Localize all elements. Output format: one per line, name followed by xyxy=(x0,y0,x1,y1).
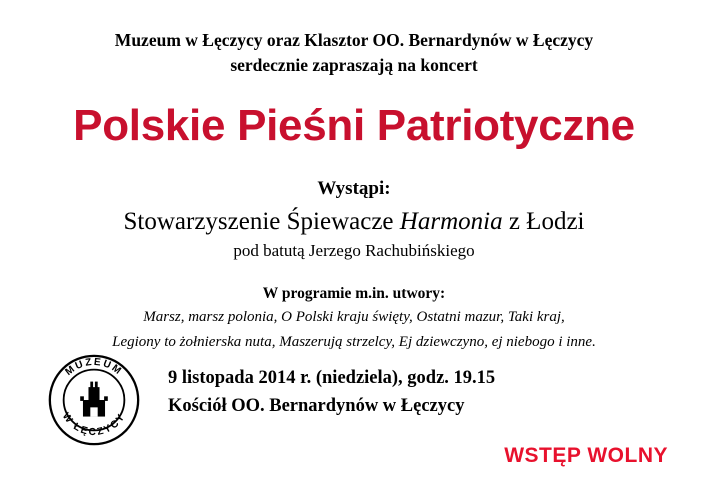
header-line-2: serdecznie zapraszają na koncert xyxy=(230,55,478,75)
event-details xyxy=(168,364,495,420)
program-line-1: Marsz, marsz polonia, O Polski kraju święty, Ostatni mazur, Taki kraj, xyxy=(143,309,565,325)
museum-seal-icon xyxy=(48,354,140,446)
svg-text:MUZEUM xyxy=(64,357,125,378)
bottom-block xyxy=(0,348,708,500)
seal-top-text: MUZEUM xyxy=(63,356,125,378)
conductor-line: pod batutą Jerzego Rachubińskiego xyxy=(233,241,475,260)
seal-bottom-text: W ŁĘCZYCY xyxy=(59,410,129,439)
page-title: Polskie Pieśni Patriotyczne xyxy=(73,101,635,150)
performer-label: Wystąpi: xyxy=(317,178,391,199)
castle-glyph xyxy=(80,382,108,417)
ensemble-name-italic: Harmonia xyxy=(399,208,503,235)
museum-seal-logo xyxy=(48,354,140,446)
ensemble-name xyxy=(0,207,708,237)
header-block xyxy=(0,0,708,78)
header-line-1: Muzeum w Łęczycy oraz Klasztor OO. Bernardynów w Łęczycy xyxy=(114,30,594,50)
event-place-line: Kościół OO. Bernardynów w Łęczycy xyxy=(168,396,465,416)
ensemble-name-prefix: Stowarzyszenie Śpiewacze xyxy=(123,208,400,235)
program-line-2: Legiony to żołnierska nuta, Maszerują strzelcy, Ej dziewczyno, ej niebogo i inne. xyxy=(112,334,596,350)
program-label: W programie m.in. utwory: xyxy=(262,285,446,302)
free-entry-badge: WSTĘP WOLNY xyxy=(504,444,668,467)
event-date-line: 9 listopada 2014 r. (niedziela), godz. 19.15 xyxy=(168,368,496,388)
ensemble-name-suffix: z Łodzi xyxy=(502,208,585,235)
